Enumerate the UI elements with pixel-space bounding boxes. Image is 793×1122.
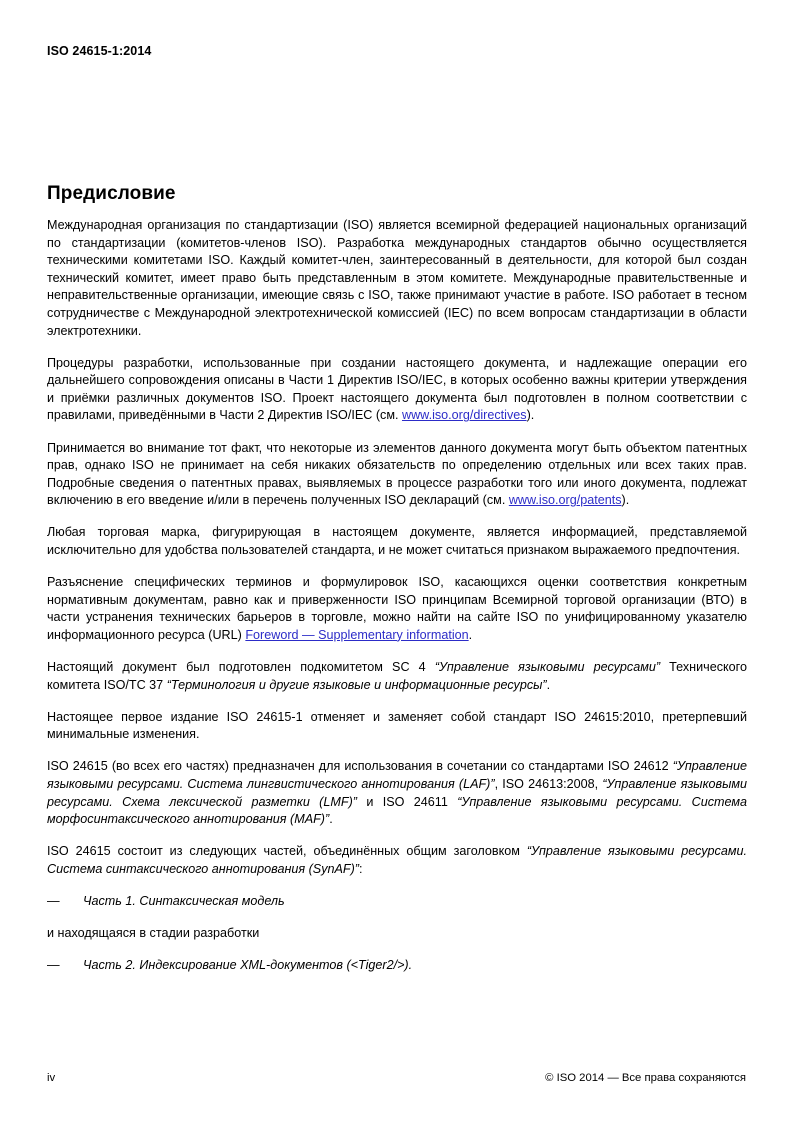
paragraph-wto-conformity [47, 574, 747, 644]
link-iso-patents[interactable]: www.iso.org/patents [508, 493, 622, 508]
paragraph-text: ISO 24615 (во всех его частях) предназначен для использования в сочетании со стандартами ISO 24612 [47, 759, 673, 774]
list-item [47, 893, 747, 911]
standard-title-maf: “Управление языковыми ресурсами. Система морфосинтаксического аннотирования (MAF)” [47, 794, 747, 827]
page-footer [47, 1069, 746, 1087]
link-foreword-supplementary-information[interactable]: Foreword — Supplementary information [245, 627, 469, 642]
paragraph-related-standards [47, 758, 747, 828]
paragraph-text: Любая торговая марка, фигурирующая в настоящем документе, является информацией, представляемой исключительно для удобства пользователей стандарта, и не может считаться признаком выражаемого предпочтения. [47, 525, 747, 557]
link-iso-directives[interactable]: www.iso.org/directives [401, 408, 527, 423]
committee-sc4-title: “Управление языковыми ресурсами” [434, 659, 661, 674]
paragraph-text: , ISO 24613:2008, [494, 776, 603, 791]
paragraph-committee [47, 659, 747, 694]
em-dash-icon: — [47, 893, 60, 908]
paragraph-in-development-note [47, 925, 747, 943]
committee-tc37-title: “Терминология и другие языковые и информационные ресурсы” [166, 677, 547, 692]
paragraph-text-before-link: Принимается во внимание тот факт, что некоторые из элементов данного документа могут быть объектом патентных прав, однако ISO не принимает на себя никаких обязательств по определению отдельных или всех таких прав. Подробные сведения о патентных правах, выявляемых в процессе разработки того или иного документа, подлежат включению в его введение и/или в перечень полученных ISO деклараций (см. [47, 440, 747, 508]
copyright-notice: © ISO 2014 — Все права сохраняются [545, 1072, 746, 1084]
paragraph-text: ISO 24615 состоит из следующих частей, объединённых общим заголовком [47, 844, 527, 859]
paragraph-text-after-link: . [468, 627, 473, 642]
paragraph-iso-definition [47, 217, 747, 340]
running-header: ISO 24615-1:2014 [47, 44, 152, 58]
paragraph-text: и ISO 24611 [356, 794, 458, 809]
standard-title-lmf: “Управление языковыми ресурсами. Схема лексической разметки (LMF)” [47, 776, 747, 809]
paragraph-text: Настоящий документ был подготовлен подкомитетом SC 4 [47, 659, 435, 674]
paragraph-text: Технического комитета ISO/TC 37 [47, 659, 747, 692]
paragraph-text-after-link: ). [526, 408, 535, 423]
paragraph-text: . [546, 677, 551, 692]
paragraph-first-edition [47, 709, 747, 744]
list-item-label: Часть 1. Синтаксическая модель [83, 893, 285, 908]
paragraph-text-before-link: Процедуры разработки, использованные при создании настоящего документа, и надлежащие операции его дальнейшего сопровождения описаны в Части 1 Директив ISO/IEC, в которых особенно важны критерии утверждения и приёмки различных документов ISO. Проект настоящего документа был подготовлен в полном соответствии с правилами, приведёнными в Части 2 Директив ISO/IEC (см. [47, 355, 747, 423]
paragraph-text: . [329, 812, 333, 827]
paragraph-text: Настоящее первое издание ISO 24615-1 отменяет и заменяет собой стандарт ISO 24615:2010, претерпевший минимальные изменения. [47, 709, 747, 742]
page-title: Предисловие [47, 182, 176, 204]
page-number: iv [47, 1072, 56, 1084]
paragraph-parts-intro [47, 843, 747, 878]
paragraph-patents [47, 440, 747, 510]
paragraph-text-after-link: ). [621, 493, 630, 508]
list-item-label: Часть 2. Индексирование XML-документов (<Tiger2/>). [83, 958, 413, 973]
standard-title-synaf: “Управление языковыми ресурсами. Система синтаксического аннотирования (SynAF)” [47, 844, 747, 876]
list-item [47, 957, 747, 975]
paragraph-text: Международная организация по стандартизации (ISO) является всемирной федерацией национальных организаций по стандартизации (комитетов-членов ISO). Разработка международных стандартов обычно осуществляется техническими комитетами ISO. Каждый комитет-член, заинтересованный в деятельности, для которой был создан технический комитет, имеет право быть представленным в этом комитете. Международные правительственные и неправительственные организации, имеющие связь с ISO, также принимают участие в работе. ISO работает в тесном сотрудничестве с Международной электротехнической комиссией (IEC) по всем вопросам стандартизации в области электротехники. [47, 218, 747, 338]
paragraph-trademark [47, 524, 747, 559]
paragraph-directives [47, 355, 747, 425]
paragraph-text: : [358, 861, 363, 876]
body-content [47, 217, 747, 989]
em-dash-icon: — [47, 958, 60, 973]
standard-title-laf: “Управление языковыми ресурсами. Система лингвистического аннотирования (LAF)” [47, 759, 747, 791]
note-text: и находящаяся в стадии разработки [47, 926, 260, 940]
paragraph-text-before-link: Разъяснение специфических терминов и формулировок ISO, касающихся оценки соответствия конкретным нормативным документам, равно как и приверженности ISO принципам Всемирной торговой организации (ВТО) в части устранения технических барьеров в торговле, можно найти на сайте ISO по унифицированному указателю информационного ресурса (URL) [47, 575, 747, 642]
